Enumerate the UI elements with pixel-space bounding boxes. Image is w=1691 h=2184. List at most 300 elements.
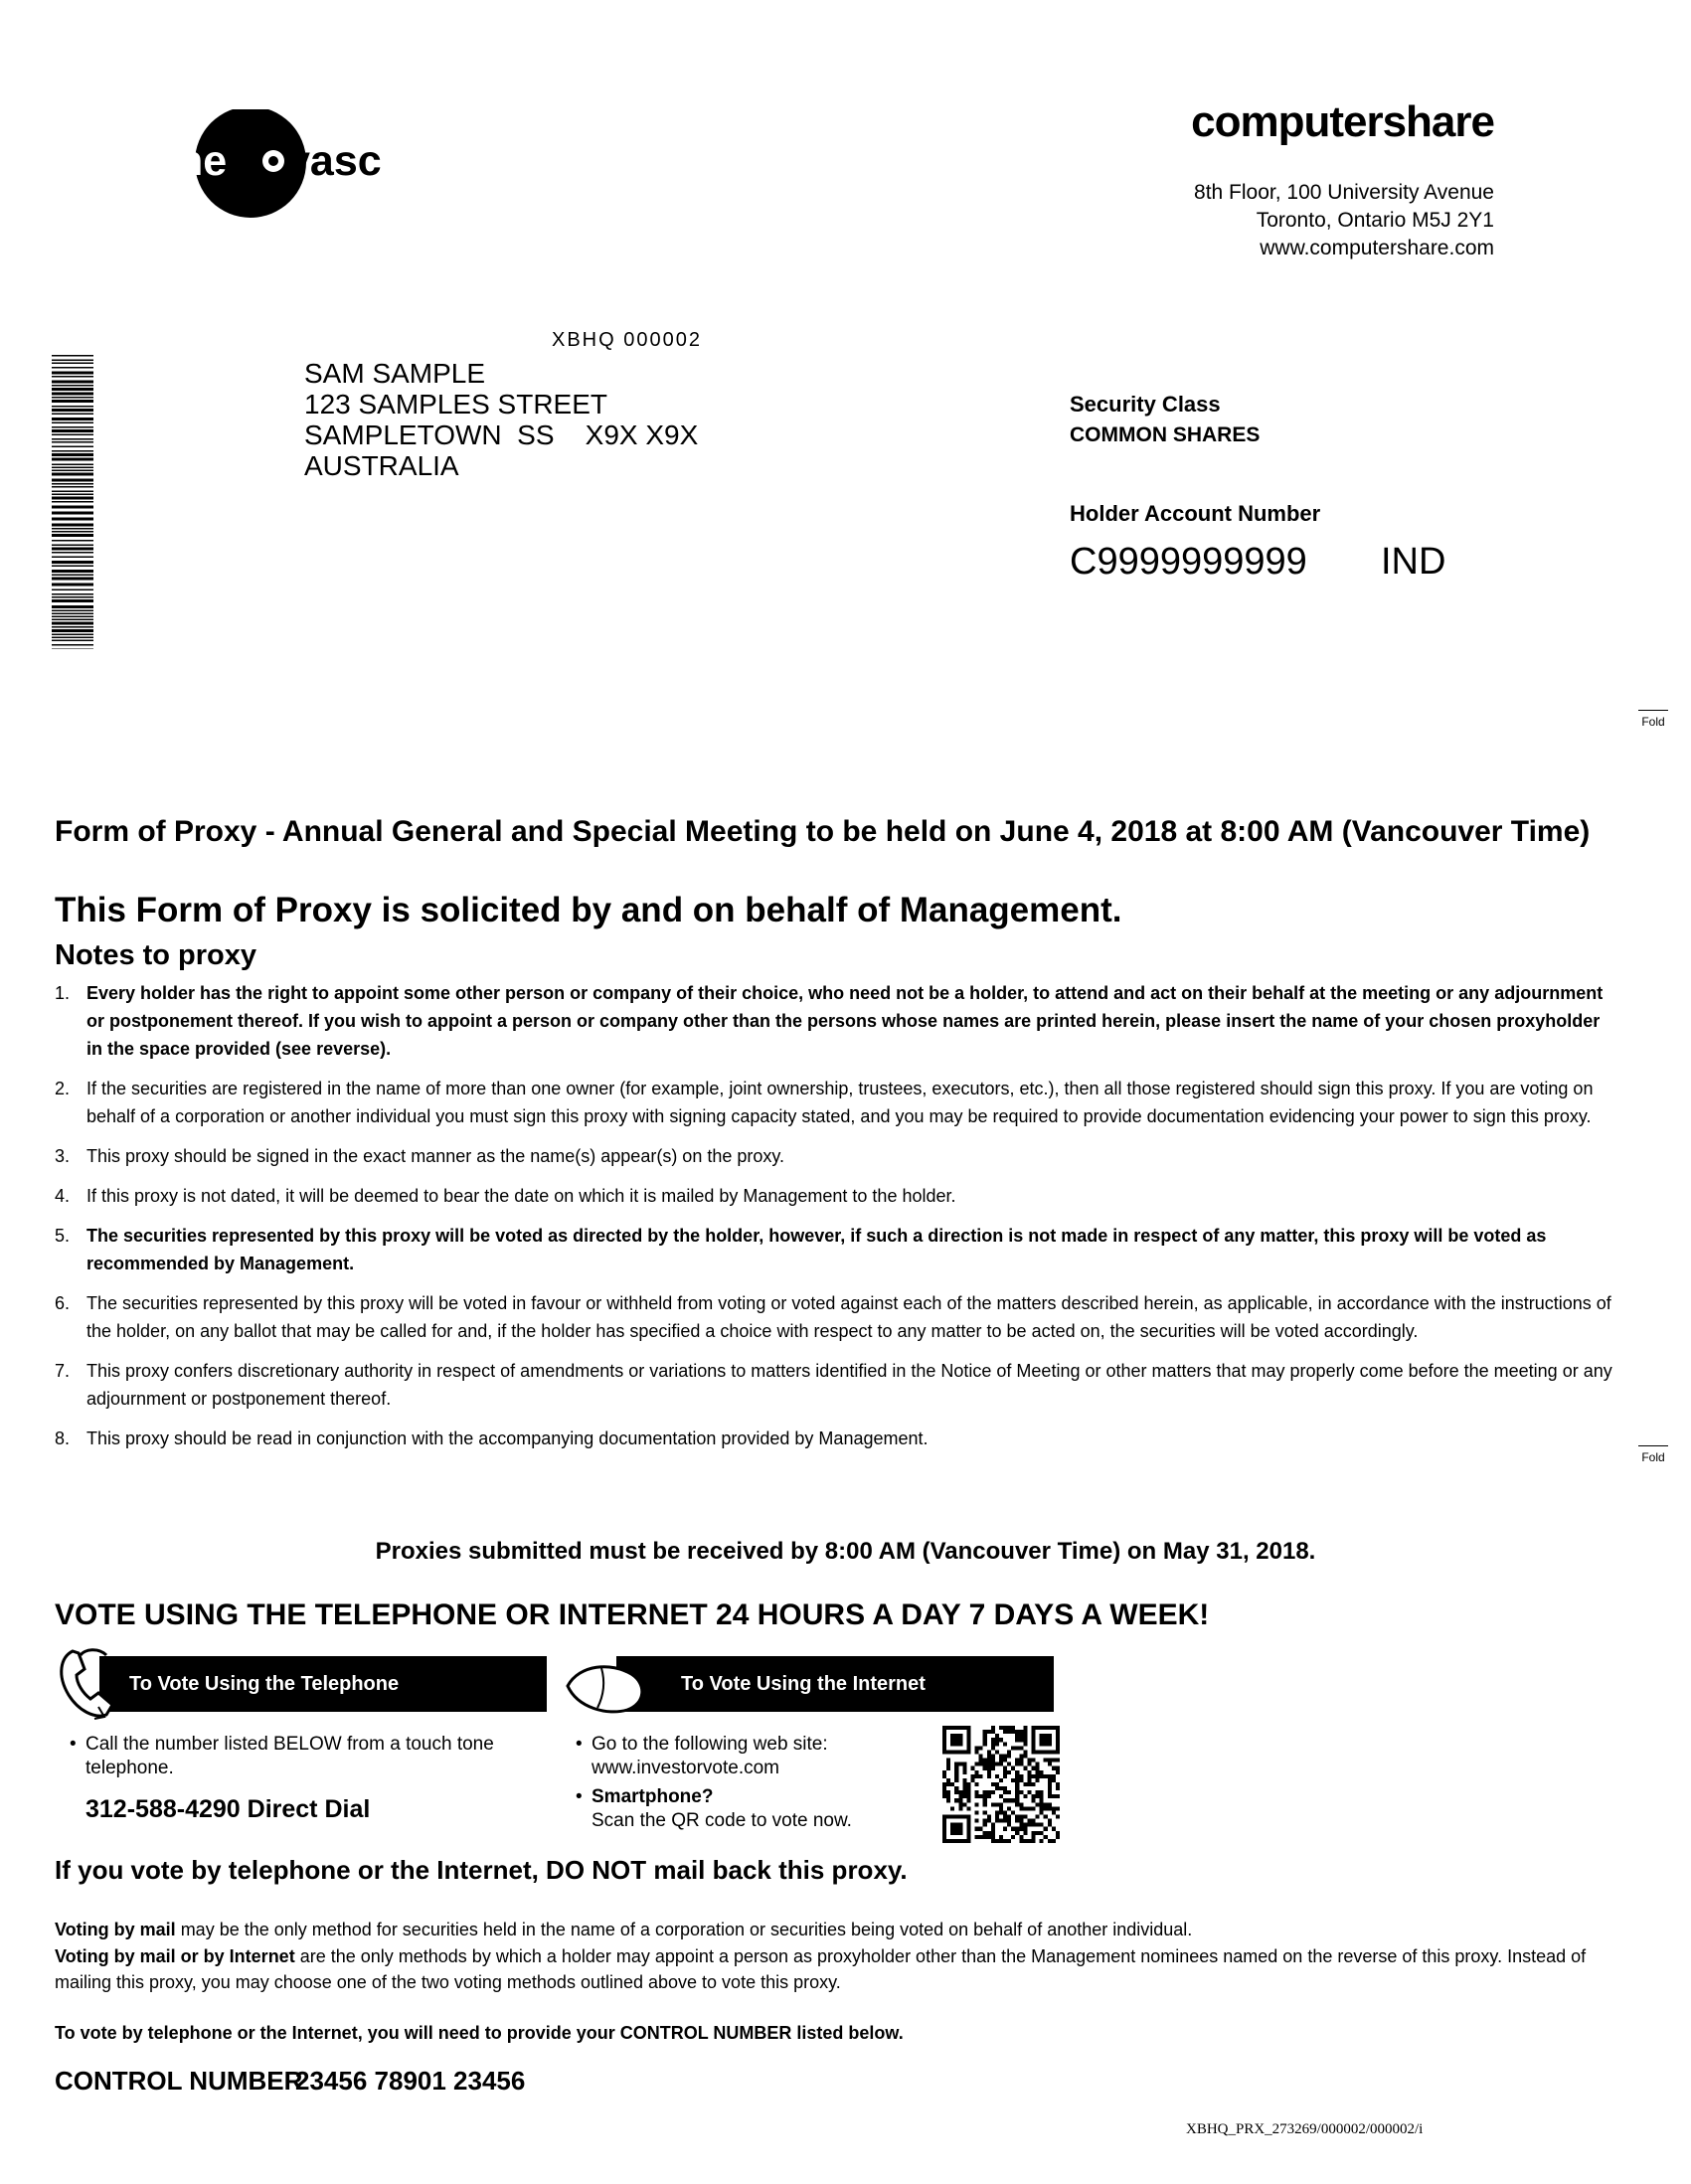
barcode-bar (52, 486, 93, 488)
qr-module (987, 1794, 991, 1798)
mail-internet-bold: Voting by mail or by Internet (55, 1946, 295, 1966)
recipient-name: SAM SAMPLE (304, 358, 486, 389)
qr-module (987, 1766, 991, 1770)
qr-module (999, 1778, 1003, 1782)
computershare-logo: computershare (1191, 97, 1494, 146)
recipient-street: 123 SAMPLES STREET (304, 389, 608, 420)
qr-module (946, 1778, 950, 1782)
qr-module (954, 1766, 958, 1770)
qr-module (979, 1835, 983, 1839)
qr-module (1019, 1754, 1023, 1758)
qr-module (1003, 1754, 1007, 1758)
qr-module (1003, 1742, 1007, 1746)
qr-module (983, 1798, 987, 1802)
qr-module (962, 1802, 966, 1806)
qr-module (1036, 1770, 1040, 1774)
qr-module (962, 1790, 966, 1794)
security-class-value: COMMON SHARES (1070, 423, 1261, 446)
qr-module (1015, 1802, 1019, 1806)
qr-module (1023, 1726, 1027, 1730)
qr-module (1032, 1835, 1036, 1839)
qr-module (1056, 1782, 1060, 1786)
qr-module (954, 1786, 958, 1790)
qr-module (999, 1794, 1003, 1798)
qr-module (1007, 1790, 1011, 1794)
qr-module (1023, 1782, 1027, 1786)
qr-module (1040, 1831, 1044, 1835)
qr-module (1019, 1763, 1023, 1766)
note-text: Every holder has the right to appoint some other person or company of their choice, who need not be a holder, to attend and act on their behalf at the meeting or any adjournment or postponement thereof. If you wish to appoint a person or company other than the persons whose names are printed herein, please insert the name of your chosen proxyholder in the space provided (see reverse). (86, 983, 1604, 1059)
qr-module (958, 1806, 962, 1810)
qr-module (1023, 1827, 1027, 1831)
qr-module (950, 1782, 954, 1786)
qr-module (995, 1782, 999, 1786)
qr-module (954, 1763, 958, 1766)
qr-module (991, 1759, 995, 1763)
qr-module (1040, 1810, 1044, 1814)
fold-mark (1638, 1445, 1668, 1464)
note-text: This proxy confers discretionary authority in respect of amendments or variations to matters identified in the Notice of Meeting or other matters that may properly come before the meeting or any adjournment or postponement thereof. (86, 1361, 1612, 1409)
computershare-address (1194, 179, 1494, 262)
qr-module (999, 1802, 1003, 1806)
document-code: XBHQ_PRX_273269/000002/000002/i (1186, 2121, 1424, 2137)
bullet-icon: • (576, 1786, 583, 1807)
qr-module (962, 1766, 966, 1770)
qr-module (1003, 1815, 1007, 1819)
barcode-bar (52, 409, 93, 412)
barcode-bar (52, 561, 93, 564)
qr-module (983, 1766, 987, 1770)
qr-module (966, 1786, 970, 1790)
qr-module (987, 1835, 991, 1839)
qr-module (1044, 1835, 1048, 1839)
proxy-deadline: Proxies submitted must be received by 8:00 AM (Vancouver Time) on May 31, 2018. (375, 1538, 1316, 1565)
qr-module (1052, 1774, 1056, 1778)
qr-module (1015, 1831, 1019, 1835)
holder-account-label: Holder Account Number (1070, 501, 1321, 526)
qr-module (958, 1802, 962, 1806)
qr-module (1023, 1794, 1027, 1798)
qr-module (975, 1770, 979, 1774)
qr-module (1052, 1827, 1056, 1831)
telephone-instruction (70, 1733, 513, 1780)
bullet-icon: • (576, 1734, 583, 1755)
qr-module (975, 1790, 979, 1794)
qr-module (946, 1763, 950, 1766)
qr-module (987, 1790, 991, 1794)
qr-module (999, 1754, 1003, 1758)
qr-module (987, 1763, 991, 1766)
qr-module (1023, 1754, 1027, 1758)
qr-module (1040, 1806, 1044, 1810)
barcode-bar (52, 593, 93, 595)
note-number: 4. (55, 1186, 71, 1206)
qr-module (983, 1794, 987, 1798)
qr-module (1011, 1730, 1015, 1734)
qr-module (942, 1770, 946, 1774)
qr-module (1032, 1819, 1036, 1823)
qr-module (1044, 1759, 1048, 1763)
qr-module (1036, 1763, 1040, 1766)
qr-module (1007, 1839, 1011, 1843)
qr-module (991, 1726, 995, 1730)
barcode-bar (52, 470, 93, 472)
smartphone-label: Smartphone? (592, 1786, 714, 1807)
qr-module (1019, 1802, 1023, 1806)
recipient-country: AUSTRALIA (304, 450, 459, 481)
qr-module (975, 1827, 979, 1831)
website-link[interactable]: www.investorvote.com (592, 1758, 780, 1778)
qr-finder (950, 1734, 962, 1746)
qr-module (1003, 1810, 1007, 1814)
qr-module (958, 1798, 962, 1802)
qr-module (1023, 1831, 1027, 1835)
barcode-bar (52, 497, 93, 500)
address-line: 8th Floor, 100 University Avenue (1194, 181, 1494, 204)
qr-module (1015, 1746, 1019, 1750)
qr-module (962, 1794, 966, 1798)
telephone-number[interactable]: 312-588-4290 Direct Dial (85, 1795, 371, 1823)
note-number: 8. (55, 1428, 71, 1448)
qr-module (1019, 1730, 1023, 1734)
fold-label: Fold (1641, 1450, 1665, 1464)
qr-module (999, 1806, 1003, 1810)
note-item (55, 979, 1620, 1063)
barcode-bar (52, 622, 93, 625)
qr-module (1003, 1770, 1007, 1774)
mail-voting-text: may be the only method for securities held in the name of a corporation or securities being voted on behalf of another individual. (175, 1920, 1193, 1939)
qr-module (995, 1839, 999, 1843)
qr-module (987, 1815, 991, 1819)
qr-module (983, 1763, 987, 1766)
qr-module (987, 1754, 991, 1758)
qr-module (1036, 1823, 1040, 1827)
qr-module (1011, 1726, 1015, 1730)
qr-module (1032, 1766, 1036, 1770)
qr-code[interactable] (942, 1726, 1060, 1843)
qr-module (983, 1831, 987, 1835)
fold-mark (1638, 710, 1668, 729)
note-item (55, 1222, 1620, 1277)
qr-module (1007, 1754, 1011, 1758)
qr-module (1023, 1839, 1027, 1843)
qr-module (1003, 1827, 1007, 1831)
qr-module (1019, 1774, 1023, 1778)
qr-module (1011, 1827, 1015, 1831)
qr-module (1023, 1823, 1027, 1827)
qr-module (1040, 1794, 1044, 1798)
qr-module (1044, 1815, 1048, 1819)
qr-module (1015, 1782, 1019, 1786)
qr-module (1007, 1823, 1011, 1827)
barcode-bar (52, 381, 93, 384)
form-title: Form of Proxy - Annual General and Special Meeting to be held on June 4, 2018 at 8:00 AM (Vancouver Time) (55, 815, 1591, 848)
mail-voting-paragraph (55, 1917, 1620, 1942)
reference-code: XBHQ 000002 (552, 329, 702, 351)
qr-module (1003, 1766, 1007, 1770)
note-text: This proxy should be signed in the exact manner as the name(s) appear(s) on the proxy. (86, 1146, 785, 1166)
qr-module (1052, 1794, 1056, 1798)
barcode-bar (52, 388, 93, 391)
qr-module (1003, 1790, 1007, 1794)
qr-module (1032, 1782, 1036, 1786)
barcode-bar (52, 629, 93, 632)
qr-module (1048, 1823, 1052, 1827)
qr-module (995, 1742, 999, 1746)
note-number: 6. (55, 1293, 71, 1313)
qr-module (1019, 1819, 1023, 1823)
qr-module (962, 1778, 966, 1782)
qr-module (991, 1763, 995, 1766)
qr-module (987, 1770, 991, 1774)
qr-module (1027, 1759, 1031, 1763)
barcode-bar (52, 434, 93, 436)
qr-module (1056, 1786, 1060, 1790)
smartphone-text: Scan the QR code to vote now. (592, 1810, 852, 1831)
qr-module (1056, 1831, 1060, 1835)
qr-module (970, 1778, 974, 1782)
qr-module (999, 1839, 1003, 1843)
qr-module (1007, 1806, 1011, 1810)
qr-module (958, 1763, 962, 1766)
control-number-value: 23456 78901 23456 (295, 2066, 526, 2096)
qr-module (991, 1839, 995, 1843)
qr-module (1027, 1778, 1031, 1782)
qr-module (1036, 1831, 1040, 1835)
barcode-bar (52, 518, 93, 521)
qr-module (1007, 1763, 1011, 1766)
qr-module (1040, 1839, 1044, 1843)
barcode-bar (52, 438, 93, 440)
qr-module (987, 1730, 991, 1734)
qr-module (1056, 1766, 1060, 1770)
qr-module (975, 1819, 979, 1823)
qr-module (1048, 1763, 1052, 1766)
qr-module (1032, 1839, 1036, 1843)
qr-module (946, 1759, 950, 1763)
qr-module (1040, 1798, 1044, 1802)
qr-module (1044, 1806, 1048, 1810)
qr-module (966, 1806, 970, 1810)
qr-module (1023, 1738, 1027, 1742)
qr-module (1023, 1742, 1027, 1746)
qr-module (1032, 1798, 1036, 1802)
smartphone-instruction (576, 1785, 870, 1833)
notes-list (55, 979, 1620, 1464)
qr-module (975, 1763, 979, 1766)
qr-module (1027, 1819, 1031, 1823)
qr-module (975, 1810, 979, 1814)
qr-module (995, 1810, 999, 1814)
qr-module (991, 1835, 995, 1839)
qr-module (1015, 1734, 1019, 1738)
qr-module (942, 1790, 946, 1794)
qr-module (1056, 1759, 1060, 1763)
barcode-bar (52, 545, 93, 547)
qr-module (979, 1759, 983, 1763)
qr-module (962, 1786, 966, 1790)
qr-module (946, 1798, 950, 1802)
note-item (55, 1289, 1620, 1345)
note-text: The securities represented by this proxy will be voted in favour or withheld from voting or voted against each of the matters described herein, as applicable, in accordance with the instructions of the holder, on any ballot that may be called for and, if the holder has specified a choice with respect to any matter to be acted on, the securities will be voted accordingly. (86, 1293, 1611, 1341)
qr-module (1011, 1835, 1015, 1839)
qr-module (995, 1819, 999, 1823)
barcode-bar (52, 467, 93, 469)
qr-module (991, 1766, 995, 1770)
barcode-bar (52, 534, 93, 537)
qr-module (962, 1770, 966, 1774)
qr-module (1032, 1759, 1036, 1763)
qr-module (991, 1746, 995, 1750)
qr-module (1019, 1790, 1023, 1794)
barcode-bar (52, 473, 93, 476)
qr-module (987, 1750, 991, 1754)
notes-heading: Notes to proxy (55, 939, 257, 971)
barcode-bar (52, 548, 93, 551)
barcode-bar (52, 414, 93, 416)
qr-module (1019, 1778, 1023, 1782)
qr-module (983, 1835, 987, 1839)
qr-module (1027, 1790, 1031, 1794)
qr-module (995, 1734, 999, 1738)
qr-module (1056, 1806, 1060, 1810)
qr-module (942, 1774, 946, 1778)
barcode-bar (52, 385, 93, 387)
qr-module (983, 1819, 987, 1823)
holder-account-type: IND (1381, 541, 1446, 583)
qr-module (954, 1770, 958, 1774)
qr-module (1056, 1835, 1060, 1839)
telephone-instruction-text: Call the number listed BELOW from a touch tone telephone. (85, 1734, 494, 1778)
note-text: This proxy should be read in conjunction with the accompanying documentation provided by Management. (86, 1428, 929, 1448)
barcode-bar (52, 596, 93, 598)
qr-module (1003, 1774, 1007, 1778)
qr-module (942, 1782, 946, 1786)
qr-module (999, 1835, 1003, 1839)
qr-module (975, 1835, 979, 1839)
qr-module (946, 1790, 950, 1794)
qr-module (987, 1819, 991, 1823)
qr-module (987, 1774, 991, 1778)
qr-module (1023, 1766, 1027, 1770)
barcode-bar (52, 367, 93, 369)
qr-module (1027, 1839, 1031, 1843)
barcode-bar (52, 422, 93, 424)
no-mail-warning: If you vote by telephone or the Internet, DO NOT mail back this proxy. (55, 1855, 908, 1885)
mail-internet-text: are the only methods by which a holder may appoint a person as proxyholder other than the Management nominees named on the reverse of this proxy. Instead of mailing this proxy, you may choose one of the two voting methods outlined above to vote this proxy. (55, 1946, 1587, 1992)
control-number-label: CONTROL NUMBER (55, 2066, 303, 2096)
barcode-bar (52, 637, 93, 639)
qr-module (999, 1810, 1003, 1814)
qr-module (1015, 1770, 1019, 1774)
qr-module (950, 1806, 954, 1810)
neovasc-logo (174, 109, 432, 258)
qr-module (991, 1754, 995, 1758)
qr-module (983, 1759, 987, 1763)
barcode-bar (52, 360, 93, 362)
qr-module (1015, 1790, 1019, 1794)
qr-module (1015, 1774, 1019, 1778)
qr-module (1011, 1746, 1015, 1750)
qr-module (1040, 1774, 1044, 1778)
telephone-vote-bar (99, 1656, 547, 1712)
qr-module (1052, 1806, 1056, 1810)
qr-module (1032, 1823, 1036, 1827)
qr-module (983, 1738, 987, 1742)
qr-module (1011, 1766, 1015, 1770)
barcode-bar (52, 400, 93, 403)
qr-module (970, 1766, 974, 1770)
barcode-bar (52, 605, 93, 608)
barcode-bar (52, 464, 93, 466)
qr-module (995, 1738, 999, 1742)
note-number: 3. (55, 1146, 71, 1166)
qr-module (1036, 1778, 1040, 1782)
qr-module (1003, 1726, 1007, 1730)
postal-barcode (52, 355, 93, 649)
qr-module (962, 1763, 966, 1766)
qr-module (1048, 1839, 1052, 1843)
qr-module (1007, 1815, 1011, 1819)
qr-module (983, 1802, 987, 1806)
qr-module (1019, 1839, 1023, 1843)
barcode-bar (52, 458, 93, 461)
barcode-bar (52, 584, 93, 587)
qr-module (1040, 1770, 1044, 1774)
note-text: If the securities are registered in the name of more than one owner (for example, joint ownership, trustees, executors, etc.), then all those registered should sign this proxy. If you are voting on behalf of a corporation or another individual you must sign this proxy with signing capacity stated, and you may be required to provide documentation evidencing your power to sign this proxy. (86, 1079, 1594, 1126)
mail-voting-bold: Voting by mail (55, 1920, 176, 1939)
qr-module (1052, 1766, 1056, 1770)
qr-module (1032, 1774, 1036, 1778)
barcode-bar (52, 441, 93, 443)
qr-module (1052, 1778, 1056, 1782)
barcode-bar (52, 363, 93, 365)
qr-module (1003, 1798, 1007, 1802)
qr-module (991, 1738, 995, 1742)
qr-module (975, 1782, 979, 1786)
note-item (55, 1075, 1620, 1130)
barcode-bar (52, 406, 93, 408)
barcode-bar (52, 552, 93, 554)
qr-module (995, 1774, 999, 1778)
qr-module (987, 1831, 991, 1835)
qr-module (1040, 1802, 1044, 1806)
qr-module (1044, 1774, 1048, 1778)
qr-module (1052, 1839, 1056, 1843)
qr-module (1015, 1730, 1019, 1734)
qr-module (1019, 1827, 1023, 1831)
note-text: The securities represented by this proxy will be voted as directed by the holder, however, if such a direction is not made in respect of any matter, this proxy will be voted as recommended by Management. (86, 1226, 1547, 1273)
qr-module (1023, 1730, 1027, 1734)
qr-module (983, 1734, 987, 1738)
qr-module (1027, 1774, 1031, 1778)
qr-module (1007, 1770, 1011, 1774)
qr-module (1036, 1790, 1040, 1794)
qr-module (954, 1778, 958, 1782)
qr-module (1027, 1806, 1031, 1810)
recipient-address (304, 358, 698, 481)
barcode-bar (52, 524, 93, 527)
security-class-label: Security Class (1070, 392, 1221, 417)
qr-module (975, 1794, 979, 1798)
qr-module (999, 1726, 1003, 1730)
svg-text:ne: ne (177, 137, 228, 185)
qr-module (1056, 1815, 1060, 1819)
qr-module (1048, 1782, 1052, 1786)
qr-module (995, 1802, 999, 1806)
solicitation-statement: This Form of Proxy is solicited by and on behalf of Management. (55, 891, 1122, 929)
qr-module (995, 1815, 999, 1819)
